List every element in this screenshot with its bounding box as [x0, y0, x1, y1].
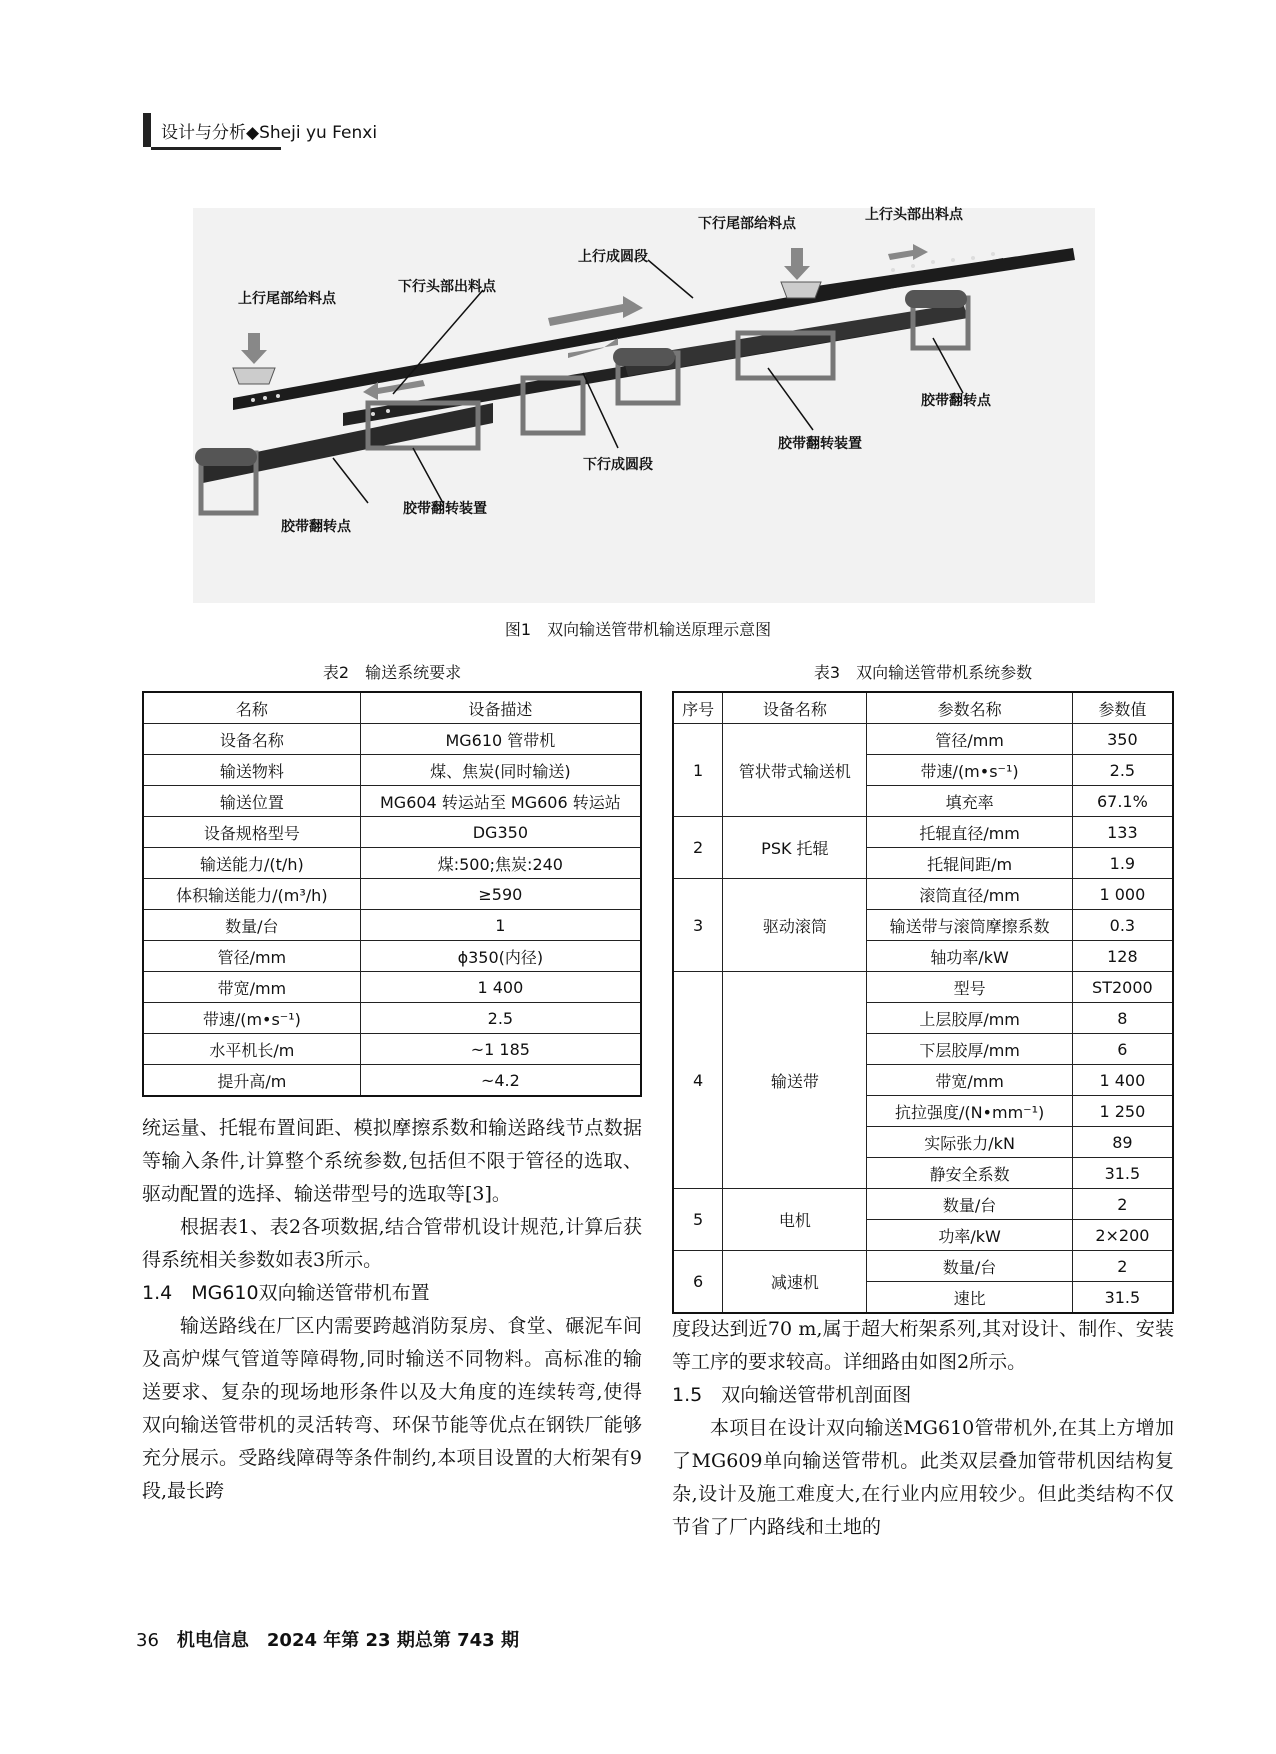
figure-1-caption: 图1 双向输送管带机输送原理示意图 — [504, 620, 772, 639]
feed-hopper-left — [233, 368, 275, 384]
table-cell-value: ST2000 — [1072, 972, 1173, 1003]
table-header-cell: 名称 — [143, 692, 360, 724]
feed-arrow-right — [784, 248, 810, 280]
table-cell-no: 1 — [673, 724, 723, 817]
table-cell: 煤、焦炭(同时输送) — [360, 755, 641, 786]
table-cell-value: 0.3 — [1072, 910, 1173, 941]
paragraph: 本项目在设计双向输送MG610管带机外,在其上方增加了MG609单向输送管带机。此类双层叠加管带机因结构复杂,设计及施工难度大,在行业内应用较少。但此类结构不仅节省了厂内路线和土地的 — [672, 1417, 1174, 1538]
table-cell-value: 31.5 — [1072, 1282, 1173, 1314]
table-cell-value: 2 — [1072, 1251, 1173, 1282]
table-cell-device: 驱动滚筒 — [723, 879, 867, 972]
feed-hopper-right — [781, 282, 821, 298]
table-cell-device: 管状带式输送机 — [723, 724, 867, 817]
fig-label-belt-turnover-device-right: 胶带翻转装置 — [778, 436, 862, 452]
paragraph: 统运量、托辊布置间距、模拟摩擦系数和输送路线节点数据等输入条件,计算整个系统参数,包括但不限于管径的选取、驱动配置的选择、输送带型号的选取等[3]。 — [142, 1117, 642, 1205]
table-cell-value: 6 — [1072, 1034, 1173, 1065]
table-cell: 2.5 — [360, 1003, 641, 1034]
table-cell: 管径/mm — [143, 941, 360, 972]
pulley-right — [905, 290, 967, 308]
table-cell: ~1 185 — [360, 1034, 641, 1065]
table-cell-value: 1 250 — [1072, 1096, 1173, 1127]
table-cell-param: 数量/台 — [867, 1251, 1072, 1282]
page-number: 36 — [136, 1630, 159, 1651]
table-3 — [672, 691, 1174, 1314]
table-cell: 煤:500;焦炭:240 — [360, 848, 641, 879]
fig-label-lower-forming: 下行成圆段 — [583, 457, 653, 473]
table-cell: 设备规格型号 — [143, 817, 360, 848]
table-cell-value: 2 — [1072, 1189, 1173, 1220]
table-cell-value: 89 — [1072, 1127, 1173, 1158]
table-cell-value: 2.5 — [1072, 755, 1173, 786]
table-cell: MG610 管带机 — [360, 724, 641, 755]
table-cell-param: 静安全系数 — [867, 1158, 1072, 1189]
fig-label-upper-forming: 上行成圆段 — [578, 249, 648, 265]
fig-label-belt-turnover-device-left: 胶带翻转装置 — [403, 501, 487, 517]
table-header-cell: 参数值 — [1072, 692, 1173, 724]
table-cell: 带速/(m•s⁻¹) — [143, 1003, 360, 1034]
table-row — [143, 941, 641, 972]
table-2-caption: 表2 输送系统要求 — [322, 663, 462, 682]
table-cell: 设备名称 — [143, 724, 360, 755]
table-3-caption: 表3 双向输送管带机系统参数 — [813, 663, 1033, 682]
table-cell-device: 电机 — [723, 1189, 867, 1251]
table-header-cell: 设备名称 — [723, 692, 867, 724]
table-row — [673, 1251, 1173, 1282]
table-row — [673, 724, 1173, 755]
table-row — [143, 879, 641, 910]
right-column-text — [672, 1313, 1174, 1544]
table-cell-value: 67.1% — [1072, 786, 1173, 817]
flow-arrow-head — [888, 244, 928, 260]
flow-arrow-upper — [548, 296, 643, 326]
table-cell-value: 350 — [1072, 724, 1173, 755]
table-cell-value: 1 000 — [1072, 879, 1173, 910]
feed-arrow-left — [241, 333, 267, 364]
table-cell: 提升高/m — [143, 1065, 360, 1097]
table-row — [143, 848, 641, 879]
table-row — [143, 724, 641, 755]
table-cell: 1 — [360, 910, 641, 941]
table-cell-no: 6 — [673, 1251, 723, 1314]
table-cell: DG350 — [360, 817, 641, 848]
table-cell: ϕ350(内径) — [360, 941, 641, 972]
table-cell-no: 5 — [673, 1189, 723, 1251]
table-cell-no: 4 — [673, 972, 723, 1189]
table-cell-param: 管径/mm — [867, 724, 1072, 755]
table-cell-value: 8 — [1072, 1003, 1173, 1034]
table-cell-param: 下层胶厚/mm — [867, 1034, 1072, 1065]
table-cell-param: 速比 — [867, 1282, 1072, 1314]
journal-info: 机电信息 2024 年第 23 期总第 743 期 — [176, 1630, 519, 1651]
page-footer — [136, 1626, 519, 1652]
table-cell-device: 输送带 — [723, 972, 867, 1189]
table-row — [143, 786, 641, 817]
table-row — [143, 1065, 641, 1097]
paragraph: 根据表1、表2各项数据,结合管带机设计规范,计算后获得系统相关参数如表3所示。 — [142, 1216, 642, 1271]
table-cell-no: 2 — [673, 817, 723, 879]
table-2 — [142, 691, 642, 1097]
table-row — [673, 1189, 1173, 1220]
table-cell-value: 1 400 — [1072, 1065, 1173, 1096]
table-cell-value: 31.5 — [1072, 1158, 1173, 1189]
table-cell-param: 填充率 — [867, 786, 1072, 817]
header-bar — [143, 113, 151, 147]
table-row — [143, 755, 641, 786]
pulley-left — [195, 448, 257, 466]
table-cell-param: 带速/(m•s⁻¹) — [867, 755, 1072, 786]
running-header — [143, 112, 377, 148]
header-section: 设计与分析◆Sheji yu Fenxi — [161, 122, 378, 143]
table-cell-device: 减速机 — [723, 1251, 867, 1314]
paragraph: 度段达到近70 m,属于超大桁架系列,其对设计、制作、安装等工序的要求较高。详细路由如图2所示。 — [672, 1318, 1174, 1373]
table-cell: 体积输送能力/(m³/h) — [143, 879, 360, 910]
table-row — [143, 1003, 641, 1034]
table-cell-param: 功率/kW — [867, 1220, 1072, 1251]
table-header-row — [673, 692, 1173, 724]
figure-1 — [193, 208, 1095, 603]
table-cell-value: 128 — [1072, 941, 1173, 972]
fig-label-belt-turn-point-right: 胶带翻转点 — [921, 393, 991, 409]
table-header-row — [143, 692, 641, 724]
table-row — [143, 1034, 641, 1065]
table-cell-param: 轴功率/kW — [867, 941, 1072, 972]
fig-label-lower-tail-feed: 下行尾部给料点 — [698, 216, 796, 232]
table-cell-param: 型号 — [867, 972, 1072, 1003]
table-cell: 数量/台 — [143, 910, 360, 941]
table-row — [673, 817, 1173, 848]
table-row — [143, 817, 641, 848]
table-row — [673, 879, 1173, 910]
table-cell-param: 数量/台 — [867, 1189, 1072, 1220]
table-cell: 输送物料 — [143, 755, 360, 786]
table-cell: 带宽/mm — [143, 972, 360, 1003]
table-cell: MG604 转运站至 MG606 转运站 — [360, 786, 641, 817]
table-cell-value: 133 — [1072, 817, 1173, 848]
fig-label-upper-tail-feed: 上行尾部给料点 — [238, 291, 336, 307]
table-cell-param: 托辊间距/m — [867, 848, 1072, 879]
table-cell-value: 1.9 — [1072, 848, 1173, 879]
table-header-cell: 参数名称 — [867, 692, 1072, 724]
fig-label-lower-head-discharge: 下行头部出料点 — [398, 279, 496, 295]
table-cell-param: 滚筒直径/mm — [867, 879, 1072, 910]
table-cell: 1 400 — [360, 972, 641, 1003]
paragraph: 输送路线在厂区内需要跨越消防泵房、食堂、碾泥车间及高炉煤气管道等障碍物,同时输送不同物料。高标准的输送要求、复杂的现场地形条件以及大角度的连续转弯,使得双向输送管带机的灵活转弯、环保节能等优点在钢铁厂能够充分展示。受路线障碍等条件制约,本项目设置的大桁架有9段,最长跨 — [142, 1315, 642, 1502]
table-cell-param: 抗拉强度/(N•mm⁻¹) — [867, 1096, 1072, 1127]
table-cell: ~4.2 — [360, 1065, 641, 1097]
table-header-cell: 设备描述 — [360, 692, 641, 724]
table-cell: ≥590 — [360, 879, 641, 910]
table-cell: 输送位置 — [143, 786, 360, 817]
section-heading-1-5: 1.5 双向输送管带机剖面图 — [672, 1384, 912, 1406]
table-cell: 水平机长/m — [143, 1034, 360, 1065]
table-header-cell: 序号 — [673, 692, 723, 724]
table-cell-param: 托辊直径/mm — [867, 817, 1072, 848]
table-cell-param: 带宽/mm — [867, 1065, 1072, 1096]
pulley-mid — [613, 348, 675, 366]
table-cell-param: 输送带与滚筒摩擦系数 — [867, 910, 1072, 941]
table-row — [143, 910, 641, 941]
table-row — [143, 972, 641, 1003]
table-cell-no: 3 — [673, 879, 723, 972]
table-cell-device: PSK 托辊 — [723, 817, 867, 879]
header-rule — [151, 147, 281, 150]
fig-label-upper-head-discharge: 上行头部出料点 — [865, 207, 963, 223]
pipe-section — [623, 303, 968, 376]
section-heading-1-4: 1.4 MG610双向输送管带机布置 — [142, 1282, 430, 1304]
left-column-text — [142, 1112, 642, 1508]
table-cell-param: 上层胶厚/mm — [867, 1003, 1072, 1034]
fig-label-belt-turn-point-left: 胶带翻转点 — [281, 519, 351, 535]
table-cell: 输送能力/(t/h) — [143, 848, 360, 879]
table-cell-value: 2×200 — [1072, 1220, 1173, 1251]
table-row — [673, 972, 1173, 1003]
table-cell-param: 实际张力/kN — [867, 1127, 1072, 1158]
